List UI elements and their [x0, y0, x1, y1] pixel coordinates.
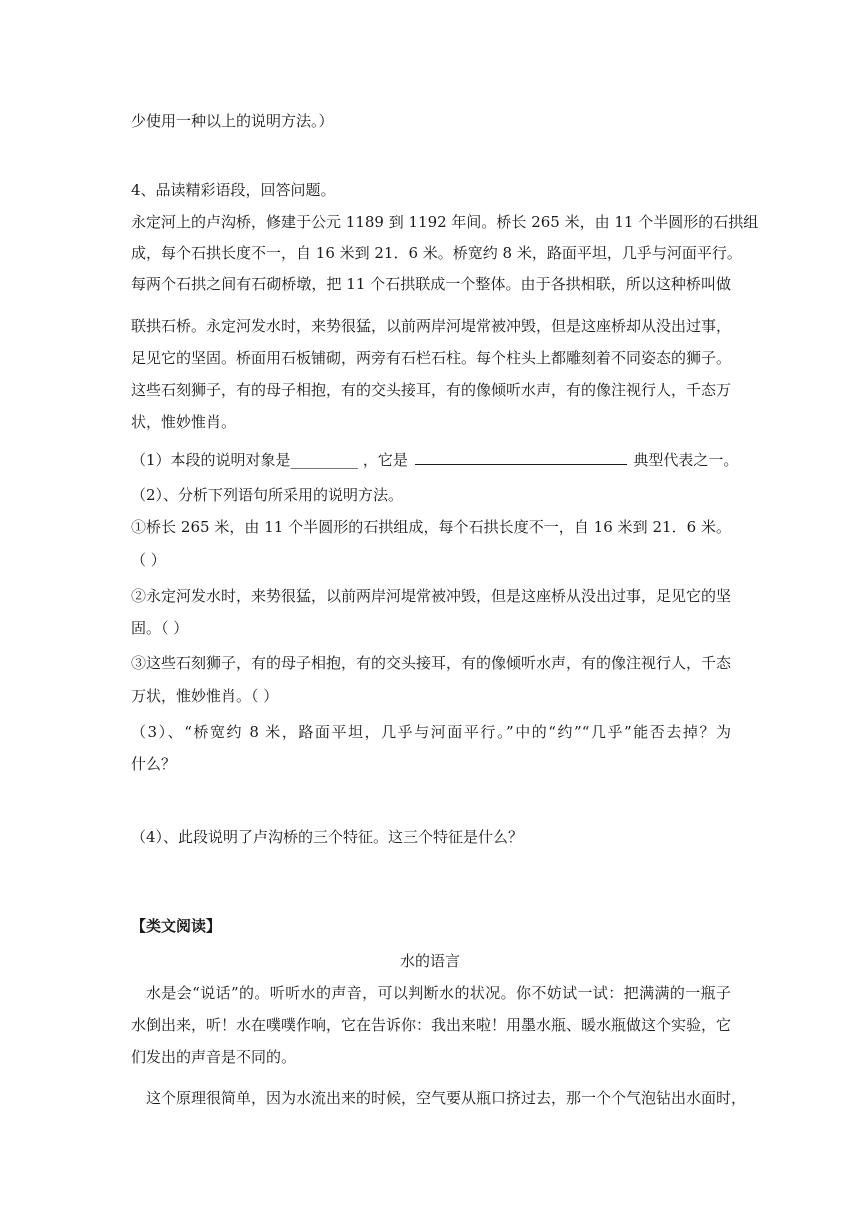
sub-question-3-line-a: （3）、“桥宽约 8 米，路面平坦，几乎与河面平行。”中的“约”“几乎”能否去掉？为	[131, 723, 731, 741]
article-title: 水的语言	[399, 952, 460, 970]
para1-line-3: 们发出的声音是不同的。	[131, 1048, 297, 1066]
item-2-line-a: ②永定河发水时，来势很猛，以前两岸河堤常被冲毁，但是这座桥从没出过事，足见它的坚	[131, 587, 732, 605]
item-3-answer: 万状，惟妙惟肖。（ ）	[131, 687, 279, 705]
passage-line-4: 联拱石桥。永定河发水时，来势很猛，以前两岸河堤常被冲毁，但是这座桥却从没出过事，	[131, 317, 732, 335]
sub-question-4: （4）、此段说明了卢沟桥的三个特征。这三个特征是什么？	[131, 828, 524, 846]
sub-question-1	[131, 450, 738, 470]
para2-line-1: 这个原理很简单，因为水流出来的时候，空气要从瓶口挤过去，那一个个气泡钻出水面时，	[146, 1089, 747, 1107]
passage-line-2: 成，每个石拱长度不一，自 16 米到 21．6 米。桥宽约 8 米，路面平坦，几乎与河面平行。	[131, 244, 742, 262]
sub-question-3-line-b: 什么？	[131, 755, 177, 773]
item-2-answer: 固。（ ）	[131, 619, 189, 637]
passage-line-7: 状，惟妙惟肖。	[131, 413, 237, 431]
para1-line-2: 水倒出来，听！水在噗噗作响，它在告诉你：我出来啦！用墨水瓶、暖水瓶做这个实验，它	[131, 1016, 732, 1034]
passage-line-1: 永定河上的卢沟桥，修建于公元 1189 到 1192 年间。桥长 265 米，由 11 个半圆形的石拱组	[131, 213, 759, 231]
item-1-answer: （ ）	[131, 551, 166, 569]
passage-line-6: 这些石刻狮子，有的母子相抱，有的交头接耳，有的像倾听水声，有的像注视行人，千态万	[131, 381, 732, 399]
para1-line-1: 水是会“说话”的。听听水的声音，可以判断水的状况。你不妨试一试：把满满的一瓶子	[146, 984, 731, 1002]
sub-question-1-suffix: 典型代表之一。	[633, 451, 739, 469]
question-4-heading: 4、品读精彩语段，回答问题。	[131, 181, 336, 199]
sub-question-2: （2）、分析下列语句所采用的说明方法。	[131, 486, 404, 504]
item-3-line-a: ③这些石刻狮子，有的母子相抱，有的交头接耳，有的像倾听水声，有的像注视行人，千态	[131, 654, 732, 672]
sub-question-1-prefix: （1）本段的说明对象是_________ ，它是	[131, 451, 408, 469]
intro-line: 少使用一种以上的说明方法。）	[131, 112, 334, 130]
answer-blank[interactable]	[415, 450, 627, 465]
passage-line-5: 足见它的坚固。桥面用石板铺砌，两旁有石栏石柱。每个柱头上都雕刻着不同姿态的狮子。	[131, 349, 732, 367]
passage-line-3: 每两个石拱之间有石砌桥墩，把 11 个石拱联成一个整体。由于各拱相联，所以这种桥叫做	[131, 275, 731, 293]
item-1-line-a: ①桥长 265 米，由 11 个半圆形的石拱组成，每个石拱长度不一，自 16 米到 21．6 米。	[131, 518, 731, 536]
section-label: 【类文阅读】	[131, 917, 222, 935]
